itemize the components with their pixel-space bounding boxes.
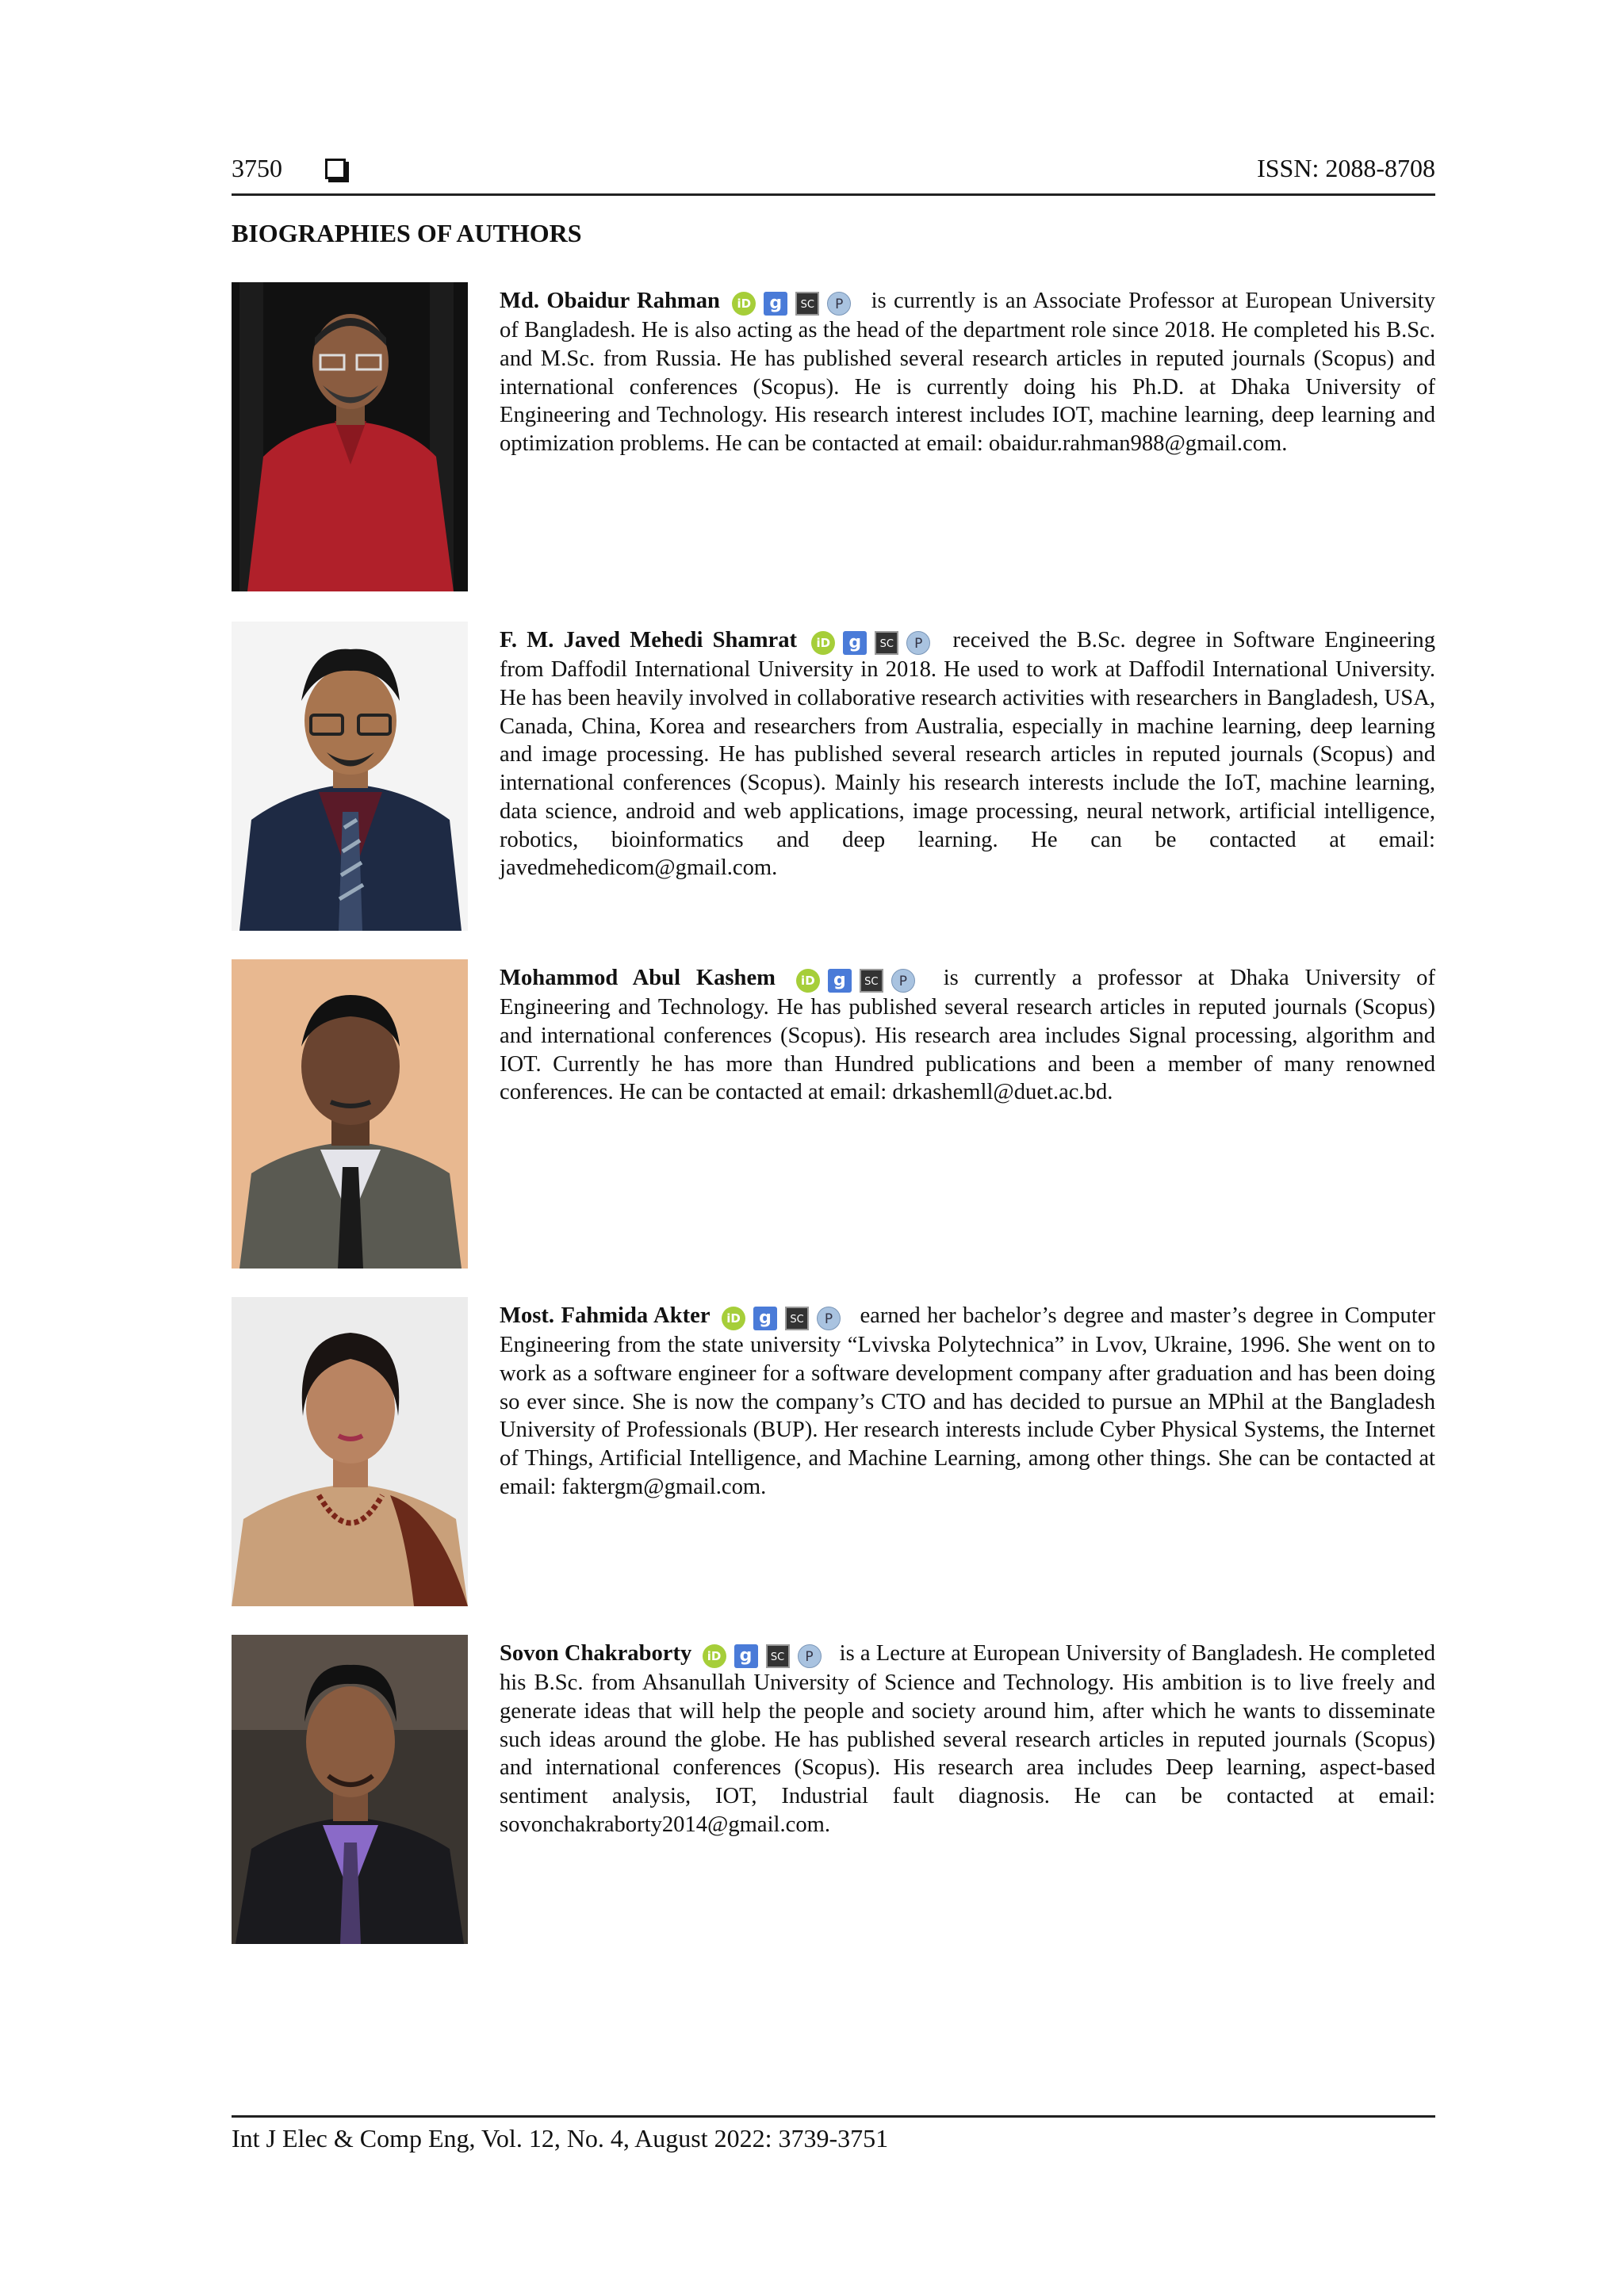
publons-icon[interactable]: P — [798, 1644, 822, 1668]
publons-icon[interactable]: P — [827, 292, 851, 316]
author-bio-text: received the B.Sc. degree in Software Engineering from Daffodil International University in 2018. He used to work at Daffodil International University. He has been heavily involved in collaborative research activities with researchers in Bangladesh, USA, Canada, China, Korea and researchers from Australia, especially in machine learning, deep learning and image processing. He has published several research articles in reputed journals (Scopus) and international conferences (Scopus). Mainly his research interests include the IoT, machine learning, data science, android and web applications, image processing, neural network, artificial intelligence, robotics, bioinformatics and deep learning. He can be contacted at email: javedmehedicom@gmail.com. — [500, 628, 1435, 881]
author-photo — [232, 1635, 468, 1944]
author-entry — [232, 959, 1435, 1269]
google-scholar-icon[interactable]: g — [753, 1307, 777, 1330]
orcid-icon[interactable]: iD — [811, 631, 835, 655]
author-bio — [500, 1302, 1435, 1502]
profile-icons — [796, 966, 923, 994]
author-entry — [232, 622, 1435, 931]
section-title: BIOGRAPHIES OF AUTHORS — [232, 219, 582, 247]
author-entry — [232, 1635, 1435, 1944]
author-bio-text: earned her bachelor’s degree and master’s degree in Computer Engineering from the state university “Lvivska Polytechnica” in Lvov, Ukraine, 1996. She went on to work as a software engineer for a software development company after graduation and has been doing so ever since. She is now the company’s CTO and has decided to pursue an MPhil at the Bangladesh University of Professionals (BUP). Her research interests include Cyber Physical Systems, the Internet of Things, Artificial Intelligence, and Machine Learning, among other things. She can be contacted at email: faktergm@gmail.com. — [500, 1303, 1435, 1499]
publons-icon[interactable]: P — [817, 1307, 841, 1330]
scopus-icon[interactable]: SC — [795, 292, 819, 316]
profile-icons — [722, 1303, 848, 1332]
author-photo — [232, 959, 468, 1269]
author-name: Most. Fahmida Akter — [500, 1303, 710, 1328]
google-scholar-icon[interactable]: g — [843, 631, 867, 655]
author-name: F. M. Javed Mehedi Shamrat — [500, 628, 798, 652]
publons-icon[interactable]: P — [906, 631, 930, 655]
profile-icons — [703, 1641, 829, 1670]
orcid-icon[interactable]: iD — [703, 1644, 726, 1668]
author-bio-text: is currently is an Associate Professor at European University of Bangladesh. He is also acting as the head of the department role since 2018. He completed his B.Sc. and M.Sc. from Russia. He has published several research articles in reputed journals (Scopus) and international conferences (Scopus). He is currently doing his Ph.D. at Dhaka University of Engineering and Technology. His research interest includes IOT, machine learning, deep learning and optimization problems. He can be contacted at email: obaidur.rahman988@gmail.com. — [500, 289, 1435, 457]
scopus-icon[interactable]: SC — [785, 1307, 809, 1330]
orcid-icon[interactable]: iD — [722, 1307, 745, 1330]
publons-icon[interactable]: P — [891, 969, 915, 993]
author-bio-text: is a Lecture at European University of Bangladesh. He completed his B.Sc. from Ahsanullah University of Science and Technology. His ambition is to live freely and generate ideas that will help the people and society around him, after which he wants to disseminate such ideas around the globe. He has published several research articles in reputed journals (Scopus) and international conferences (Scopus). His research area includes Deep learning, aspect-based sentiment analysis, IOT, Industrial fault diagnosis. He can be contacted at email: sovonchakraborty2014@gmail.com. — [500, 1641, 1435, 1837]
profile-icons — [811, 628, 938, 656]
profile-icons — [732, 289, 859, 317]
author-name: Mohammod Abul Kashem — [500, 966, 776, 990]
orcid-icon[interactable]: iD — [796, 969, 820, 993]
page-header — [232, 152, 1435, 196]
google-scholar-icon[interactable]: g — [734, 1644, 758, 1668]
author-bio — [500, 964, 1435, 1107]
author-bio — [500, 626, 1435, 882]
page-footer — [232, 2115, 1435, 2152]
author-entry — [232, 282, 1435, 591]
page-number: 3750 — [232, 154, 282, 182]
google-scholar-icon[interactable]: g — [764, 292, 787, 316]
author-name: Sovon Chakraborty — [500, 1641, 692, 1666]
author-entry — [232, 1297, 1435, 1606]
author-name: Md. Obaidur Rahman — [500, 289, 720, 313]
author-photo — [232, 282, 468, 591]
scopus-icon[interactable]: SC — [766, 1644, 790, 1668]
author-bio — [500, 1640, 1435, 1839]
scopus-icon[interactable]: SC — [875, 631, 898, 655]
journal-citation: Int J Elec & Comp Eng, Vol. 12, No. 4, August 2022: 3739-3751 — [232, 2124, 889, 2152]
orcid-icon[interactable]: iD — [732, 292, 756, 316]
checkbox-square-icon — [325, 159, 346, 179]
google-scholar-icon[interactable]: g — [828, 969, 852, 993]
author-bio-text: is currently a professor at Dhaka University of Engineering and Technology. He has published several research articles in reputed journals (Scopus) and international conferences (Scopus). His research area includes Signal processing, algorithm and IOT. Currently he has more than Hundred publications and been a member of many renowned conferences. He can be contacted at email: drkashemll@duet.ac.bd. — [500, 966, 1435, 1105]
author-photo — [232, 1297, 468, 1606]
issn: ISSN: 2088-8708 — [1257, 154, 1435, 182]
author-bio — [500, 287, 1435, 458]
scopus-icon[interactable]: SC — [860, 969, 883, 993]
author-photo — [232, 622, 468, 931]
